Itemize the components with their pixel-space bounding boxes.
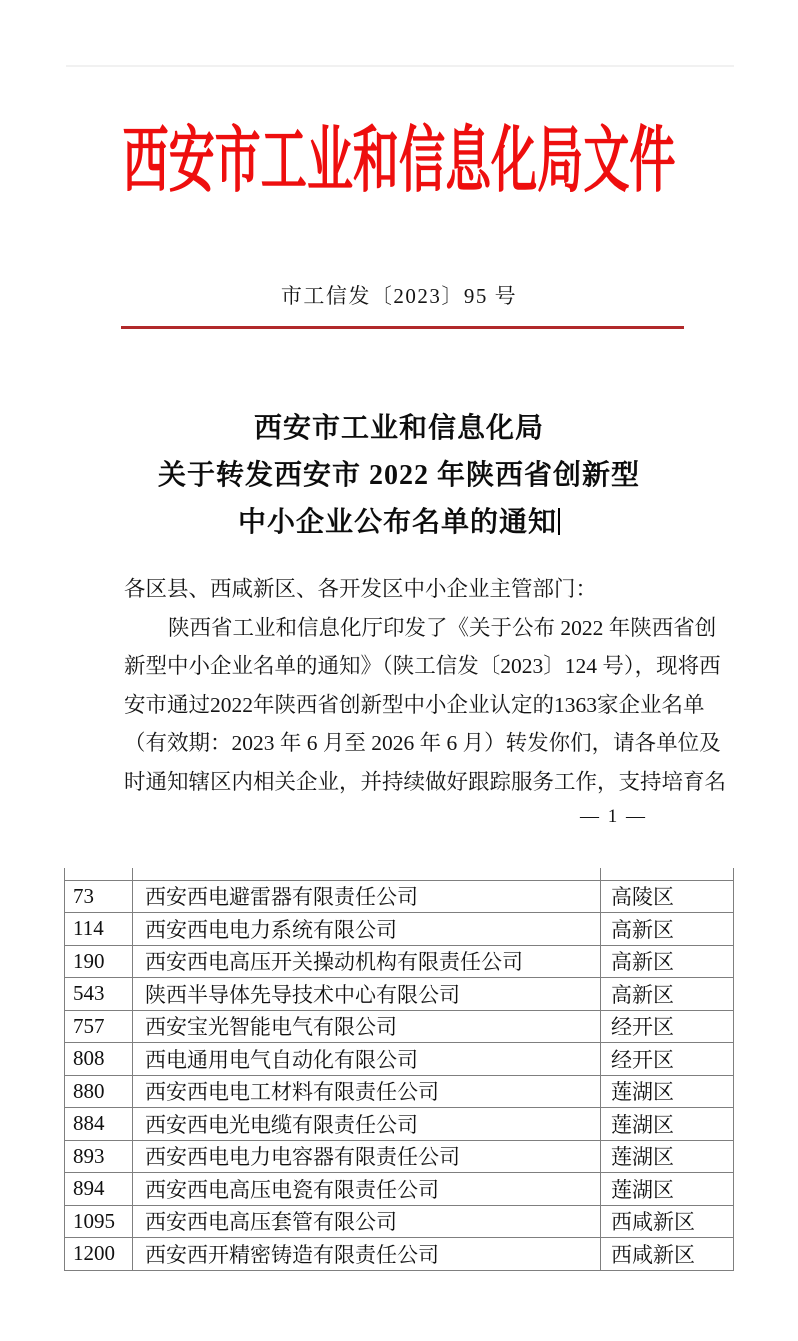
company-table: [64, 868, 734, 1271]
cell-no[interactable]: 808: [65, 1043, 133, 1076]
cell-company[interactable]: 西安宝光智能电气有限公司: [133, 1010, 601, 1043]
doc-title-line-3-text: 中小企业公布名单的通知: [237, 507, 557, 538]
cell-company[interactable]: 西安西电电力电容器有限责任公司: [133, 1140, 601, 1173]
table-row: [65, 1205, 734, 1238]
cell-no[interactable]: 190: [65, 945, 133, 978]
cell-company[interactable]: 西安西电高压电瓷有限责任公司: [133, 1173, 601, 1206]
body-line[interactable]: 时通知辖区内相关企业，并持续做好跟踪服务工作，支持培育名: [124, 769, 727, 794]
body-paragraph: [124, 570, 727, 801]
cell-company[interactable]: 西安西电光电缆有限责任公司: [133, 1108, 601, 1141]
cell-no[interactable]: 880: [65, 1075, 133, 1108]
cell-district[interactable]: 高陵区: [601, 880, 734, 913]
cell-no[interactable]: 1095: [65, 1205, 133, 1238]
cell-no[interactable]: 894: [65, 1173, 133, 1206]
cell-district[interactable]: 高新区: [601, 978, 734, 1011]
cell-district[interactable]: 高新区: [601, 945, 734, 978]
cell-company[interactable]: 西安西电电力系统有限公司: [133, 913, 601, 946]
table-row: [65, 1238, 734, 1271]
cell-no[interactable]: 73: [65, 880, 133, 913]
cell-no[interactable]: 757: [65, 1010, 133, 1043]
cell-district[interactable]: 莲湖区: [601, 1075, 734, 1108]
doc-title: [0, 405, 798, 546]
table-row: [65, 1108, 734, 1141]
cell-company[interactable]: 西安西电高压开关操动机构有限责任公司: [133, 945, 601, 978]
cell-district[interactable]: 莲湖区: [601, 1140, 734, 1173]
cell-company[interactable]: 西安西开精密铸造有限责任公司: [133, 1238, 601, 1271]
table-row: [65, 880, 734, 913]
page-number[interactable]: — 1 —: [580, 806, 647, 827]
doc-number[interactable]: 市工信发〔2023〕95 号: [280, 284, 518, 308]
letterhead-title[interactable]: 西安市工业和信息化局文件: [122, 121, 676, 201]
salutation-line[interactable]: 各区县、西咸新区、各开发区中小企业主管部门：: [124, 577, 598, 601]
company-table-wrap: [64, 868, 734, 1271]
cell-no[interactable]: 884: [65, 1108, 133, 1141]
cell-company[interactable]: 西安西电避雷器有限责任公司: [133, 880, 601, 913]
page-top-edge-line: [66, 65, 734, 67]
cell-no-cut: [65, 868, 133, 880]
doc-title-line-3[interactable]: [0, 499, 798, 546]
table-row: [65, 945, 734, 978]
table-row: [65, 978, 734, 1011]
red-separator-rule: [121, 326, 684, 329]
cell-no[interactable]: 114: [65, 913, 133, 946]
body-line[interactable]: 陕西省工业和信息化厅印发了《关于公布 2022 年陕西省创: [168, 615, 717, 640]
cell-district[interactable]: 经开区: [601, 1043, 734, 1076]
company-table-body: [65, 868, 734, 1270]
doc-title-line-2[interactable]: 关于转发西安市 2022 年陕西省创新型: [157, 460, 640, 491]
letterhead: [0, 122, 798, 200]
table-row: [65, 1173, 734, 1206]
cell-district[interactable]: 高新区: [601, 913, 734, 946]
cell-no[interactable]: 543: [65, 978, 133, 1011]
body-line[interactable]: 安市通过2022年陕西省创新型中小企业认定的1363家企业名单: [124, 692, 705, 717]
table-row: [65, 1010, 734, 1043]
cell-company[interactable]: 西安西电高压套管有限公司: [133, 1205, 601, 1238]
text-cursor-caret: [558, 508, 560, 535]
cell-company-cut: [133, 868, 601, 880]
table-cut-row: [65, 868, 734, 880]
table-row: [65, 1140, 734, 1173]
table-row: [65, 913, 734, 946]
cell-company[interactable]: 陕西半导体先导技术中心有限公司: [133, 978, 601, 1011]
cell-no[interactable]: 893: [65, 1140, 133, 1173]
cell-district[interactable]: 莲湖区: [601, 1173, 734, 1206]
cell-company[interactable]: 西电通用电气自动化有限公司: [133, 1043, 601, 1076]
cell-district[interactable]: 莲湖区: [601, 1108, 734, 1141]
table-row: [65, 1075, 734, 1108]
cell-district-cut: [601, 868, 734, 880]
body-line[interactable]: （有效期：2023 年 6 月至 2026 年 6 月）转发你们，请各单位及: [124, 731, 721, 755]
table-row: [65, 1043, 734, 1076]
cell-district[interactable]: 西咸新区: [601, 1238, 734, 1271]
cell-district[interactable]: 经开区: [601, 1010, 734, 1043]
cell-no[interactable]: 1200: [65, 1238, 133, 1271]
cell-company[interactable]: 西安西电电工材料有限责任公司: [133, 1075, 601, 1108]
cell-district[interactable]: 西咸新区: [601, 1205, 734, 1238]
body-line[interactable]: 新型中小企业名单的通知》（陕工信发〔2023〕124 号），现将西: [124, 654, 721, 678]
doc-title-line-1[interactable]: 西安市工业和信息化局: [253, 413, 544, 444]
